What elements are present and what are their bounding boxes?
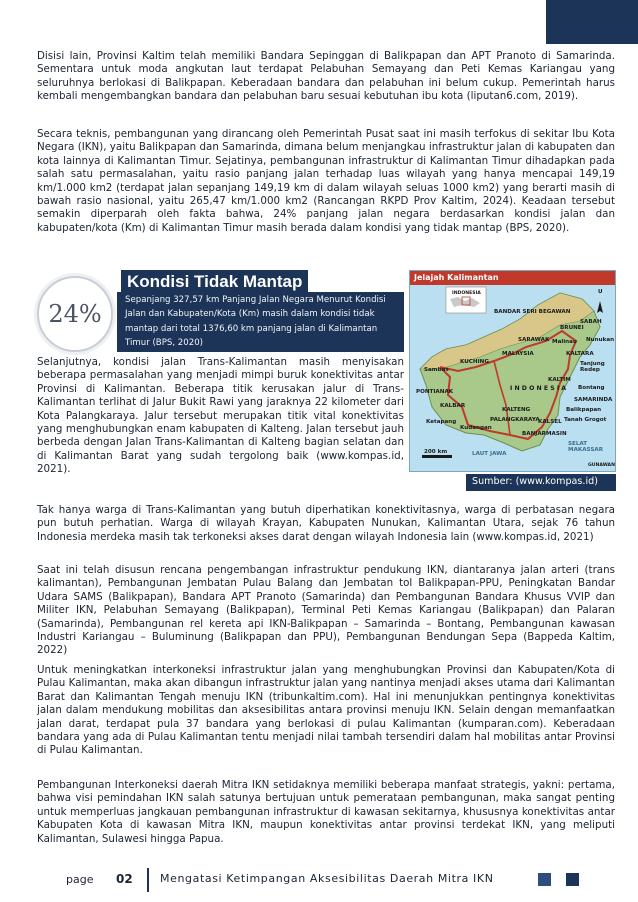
map-label-samarinda: SAMARINDA — [574, 397, 613, 403]
map-label-palangkaraya: PALANGKARAYA — [490, 417, 540, 423]
paragraph-infrastructure-plan: Saat ini telah disusun rencana pengembangan infrastruktur pendukung IKN, diantaranya jalan arteri (trans kalimantan), Pembangunan Jembatan Pulau Balang dan Jembatan tol Balikpapan-PPU, Peningkatan Bandar Udara SAMS (Balikpapan), Bandara APT Pranoto (Samarinda) dan Pembangunan Bandara Khusus VVIP dan Militer IKN, Pelabuhan Semayang (Balikpapan), Terminal Peti Kemas Kariangau (Balikpapan) dan Palaran (Samarinda), Pembangunan rel kereta api IKN-Balikpapan – Samarinda – Bontang, Pembangunan kawasan Industri Kariangau – Buluminung (Balikpapan dan PPU), Pembangunan Bendungan Sepa (Bappeda Kaltim, 2022) — [37, 564, 615, 657]
map-label-kudangan: Kudangan — [460, 425, 492, 431]
map-label-bontang: Bontang — [578, 385, 605, 391]
paragraph-interconnection: Untuk meningkatkan interkoneksi infrastruktur jalan yang menghubungkan Provinsi dan Kabupaten/Kota di Pulau Kalimantan, maka akan dibangun infrastruktur jalan yang nantinya menjadi akses utama dari Kalimantan Barat dan Kalimantan Tengah menuju IKN (tribunkaltim.com). Hal ini menunjukkan pentingnya konektivitas jalan dalam mendukung mobilitas dan aksesibilitas antara provinsi menuju IKN. Selain dengan memanfaatkan jalan darat, terdapat pula 37 bandara yang berlokasi di pulau Kalimantan (kumparan.com). Keberadaan bandara yang ada di Pulau Kalimantan tentu menjadi nilai tambah tersendiri dalam hal mobilitas antar Provinsi di Pulau Kalimantan. — [37, 664, 615, 757]
map-label-tanah-grogot: Tanah Grogot — [564, 417, 607, 423]
map-label-malaysia: MALAYSIA — [502, 351, 534, 357]
footer-page-word: page — [66, 873, 94, 886]
map-label-pontianak: PONTIANAK — [416, 389, 454, 395]
map-label-kalbar: KALBAR — [440, 403, 466, 409]
map-label-scale: 200 km — [424, 449, 448, 455]
map-label-indonesia: I N D O N E S I A — [510, 385, 567, 392]
map-label-ketapang: Ketapang — [426, 419, 457, 425]
map-label-balikpapan: Balikpapan — [566, 407, 602, 413]
highlight-title: Kondisi Tidak Mantap — [121, 270, 308, 294]
map-label-laut-jawa: LAUT JAWA — [472, 451, 507, 457]
paragraph-airports: Disisi lain, Provinsi Kaltim telah memiliki Bandara Sepinggan di Balikpapan dan APT Pranoto di Samarinda. Sementara untuk moda angkutan laut terdapat Pelabuhan Semayang dan Peti Kemas Kariangau yang seluruhnya berlokasi di Balikpapan. Keberadaan bandara dan pelabuhan ini belum cukup. Pemerintah harus kembali mengembangkan bandara dan pelabuhan baru sesuai kebutuhan ibu kota (liputan6.com, 2019). — [37, 50, 615, 103]
footer-square-1 — [538, 873, 551, 886]
percent-value: 24% — [48, 300, 102, 328]
percent-circle — [37, 276, 113, 352]
map-label-kaltim: KALTIM — [548, 377, 571, 383]
paragraph-border-residents: Tak hanya warga di Trans-Kalimantan yang butuh diperhatikan konektivitasnya, warga di perbatasan negara pun butuh perhatian. Warga di wilayah Krayan, Kabupaten Nunukan, Kalimantan Utara, sejak 76 tahun Indonesia merdeka masih tak terkoneksi akses darat dengan wilayah Indonesia lain (www.kompas.id, 2021) — [37, 504, 615, 543]
map-label-kalteng: KALTENG — [502, 407, 531, 413]
map-label-banjarmasin: BANJARMASIN — [522, 431, 567, 437]
map-source: Sumber: (www.kompas.id) — [466, 474, 616, 491]
highlight-box — [37, 270, 404, 352]
footer-page-number: 02 — [116, 872, 133, 886]
map-label-sambas: Sambas — [424, 367, 449, 373]
map-label-inset: INDONESIA — [452, 291, 481, 296]
map-label-sabah: SABAH — [580, 319, 602, 325]
map-label-tanjung-redep: Tanjung Redep — [580, 361, 605, 373]
paragraph-strategic-benefits: Pembangunan Interkoneksi daerah Mitra IKN setidaknya memiliki beberapa manfaat strategis, yakni: pertama, bahwa visi pemindahan IKN salah satunya bertujuan untuk pemerataan pembangunan, maka sangat penting untuk memperluas jangkauan pembangunan infrastruktur di kawasan sekitarnya, khususnya konektivitas antar Kabupaten Kota di kawasan Mitra IKN, maupun konektivitas antar provinsi terdekat IKN, yang meliputi Kalimantan, Sulawesi hingga Papua. — [37, 779, 615, 845]
paragraph-technical-development: Secara teknis, pembangunan yang dirancang oleh Pemerintah Pusat saat ini masih terfokus di sekitar Ibu Kota Negara (IKN), yaitu Balikpapan dan Samarinda, dimana belum menjangkau infrastruktur jalan di kabupaten dan kota lainnya di Kalimantan Timur. Sejatinya, pembangunan infrastruktur di Kalimantan Timur dihadapkan pada salah satu permasalahan, yaitu rasio panjang jalan terhadap luas wilayah yang hanya mencapai 149,19 km/1.000 km2 (terdapat jalan sepanjang 149,19 km di dalam wilayah seluas 1000 km2) yang berarti masih di bawah rasio nasional, yaitu 265,47 km/1.000 km2 (Rancangan RKPD Prov Kaltim, 2024). Keadaan tersebut semakin diperparah oleh fakta bahwa, 24% panjang jalan negara berdasarkan kondisi jalan dan kabupaten/kota (Km) di Kalimantan Timur masih berada dalam kondisi yang tidak mantap (BPS, 2020). — [37, 128, 615, 234]
corner-decoration — [546, 0, 638, 44]
kalimantan-map — [409, 270, 616, 472]
map-label-kuching: KUCHING — [460, 359, 489, 365]
map-label-nunukan: Nunukan — [586, 337, 615, 343]
highlight-body: Sepanjang 327,57 km Panjang Jalan Negara Menurut Kondisi Jalan dan Kabupaten/Kota (Km) masih dalam kondisi tidak mantap dari total 1376,60 km panjang jalan di Kalimantan Timur (BPS, 2020) — [117, 292, 404, 352]
footer-square-2 — [566, 873, 579, 886]
map-label-brunei: BRUNEI — [560, 325, 584, 331]
map-label-kaltara: KALTARA — [566, 351, 594, 357]
map-label-malinau: Malinau — [552, 339, 577, 345]
map-label-kalsel: KALSEL — [538, 419, 562, 425]
map-label-selat-makassar: SELAT MAKASSAR — [568, 441, 604, 453]
map-label-bandar: BANDAR SERI BEGAWAN — [494, 309, 571, 315]
map-label-credit: GUNAWAN — [588, 463, 615, 468]
footer-separator — [147, 868, 149, 892]
footer-title: Mengatasi Ketimpangan Aksesibilitas Daerah Mitra IKN — [160, 872, 494, 885]
map-label-sarawak: SARAWAK — [518, 337, 550, 343]
map-label-compass: U — [598, 289, 603, 295]
map-title: Jelajah Kalimantan — [410, 271, 616, 285]
paragraph-trans-kalimantan: Selanjutnya, kondisi jalan Trans-Kalimantan masih menyisakan beberapa permasalahan yang menjadi mimpi buruk konektivitas antar Provinsi di Kalimantan. Beberapa titik kerusakan jalur di Trans-Kalimantan terlihat di Jalur Bukit Rawi yang jaraknya 22 kilometer dari Kota Palangkaraya. Jalur tersebut merupakan titik vital konektivitas yang menghubungkan enam kabupaten di Kalteng. Jalan tersebut jauh berbeda dengan Jalan Trans-Kalimantan di Kalteng bagian selatan dan di Kalimantan Barat yang sudah tergolong baik (www.kompas.id, 2021). — [37, 356, 404, 476]
